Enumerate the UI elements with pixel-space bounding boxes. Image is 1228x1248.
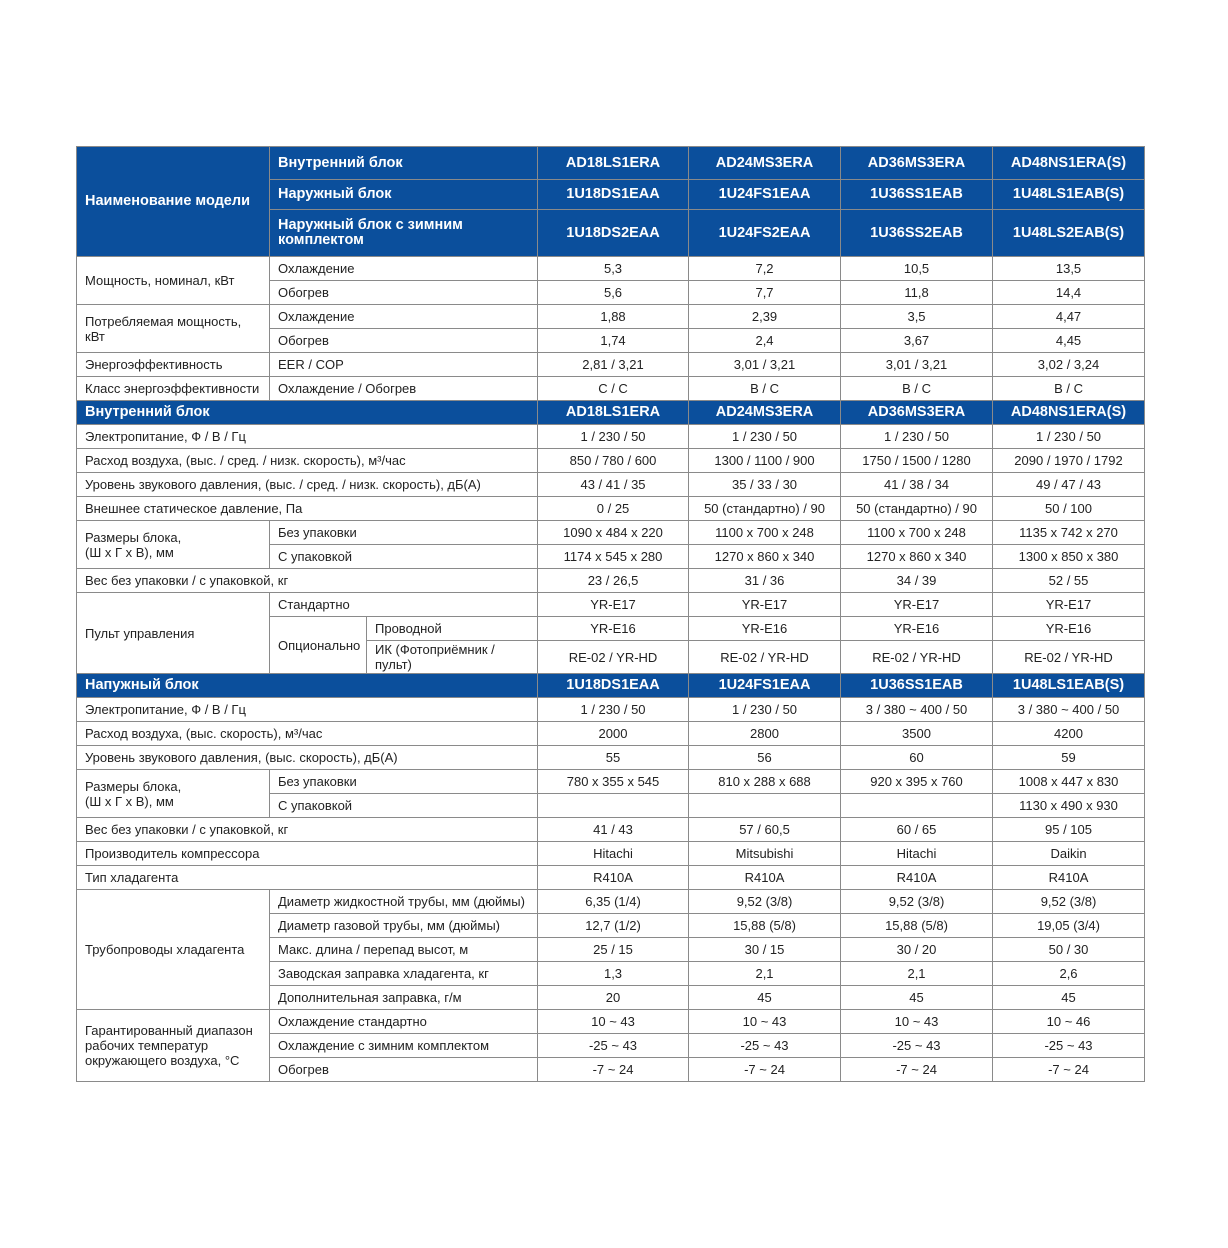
cell: 5,3 (538, 257, 689, 281)
table-row (77, 425, 1145, 449)
cell: 10 ~ 43 (689, 1010, 841, 1034)
cell: 1750 / 1500 / 1280 (841, 449, 993, 473)
outdoor-unit-header: Наружный блок (270, 180, 538, 210)
table-row (77, 257, 1145, 281)
cell: 41 / 38 / 34 (841, 473, 993, 497)
row-mode: Диаметр жидкостной трубы, мм (дюймы) (270, 890, 538, 914)
header-row-indoor (77, 147, 1145, 180)
cell: 1 / 230 / 50 (689, 698, 841, 722)
outdoor-winter-model: 1U48LS2EAB(S) (993, 210, 1145, 257)
cell (538, 794, 689, 818)
row-mode: Без упаковки (270, 521, 538, 545)
cell: Mitsubishi (689, 842, 841, 866)
cell: B / C (689, 377, 841, 401)
cell: 19,05 (3/4) (993, 914, 1145, 938)
cell: 2,4 (689, 329, 841, 353)
cell: 1 / 230 / 50 (689, 425, 841, 449)
section-model: 1U18DS1EAA (538, 674, 689, 698)
cell: 1 / 230 / 50 (538, 698, 689, 722)
cell: 25 / 15 (538, 938, 689, 962)
cell: 60 (841, 746, 993, 770)
row-label: Вес без упаковки / с упаковкой, кг (77, 569, 538, 593)
cell: 2,1 (841, 962, 993, 986)
cell: 1100 x 700 x 248 (841, 521, 993, 545)
cell: RE-02 / YR-HD (993, 641, 1145, 674)
cell: -25 ~ 43 (538, 1034, 689, 1058)
cell: 50 / 30 (993, 938, 1145, 962)
row-label: Класс энергоэффективности (77, 377, 270, 401)
cell: YR-E17 (538, 593, 689, 617)
indoor-model: AD48NS1ERA(S) (993, 147, 1145, 180)
indoor-unit-header: Внутренний блок (270, 147, 538, 180)
cell: 7,7 (689, 281, 841, 305)
cell: 56 (689, 746, 841, 770)
cell: 1008 x 447 x 830 (993, 770, 1145, 794)
outdoor-model: 1U48LS1EAB(S) (993, 180, 1145, 210)
cell: 780 x 355 x 545 (538, 770, 689, 794)
cell: 1 / 230 / 50 (841, 425, 993, 449)
row-submode: ИК (Фотоприёмник / пульт) (367, 641, 538, 674)
row-label: Вес без упаковки / с упаковкой, кг (77, 818, 538, 842)
row-label-line: (Ш х Г х В), мм (85, 793, 174, 809)
cell: 1130 x 490 x 930 (993, 794, 1145, 818)
cell: -7 ~ 24 (538, 1058, 689, 1082)
cell: B / C (841, 377, 993, 401)
row-mode: Охлаждение стандартно (270, 1010, 538, 1034)
cell: 45 (841, 986, 993, 1010)
cell: 10 ~ 43 (841, 1010, 993, 1034)
section-model: 1U24FS1EAA (689, 674, 841, 698)
cell: R410A (689, 866, 841, 890)
section-title: Напужный блок (77, 674, 538, 698)
cell: 10 ~ 46 (993, 1010, 1145, 1034)
cell: 2000 (538, 722, 689, 746)
table-row (77, 1010, 1145, 1034)
row-submode: Проводной (367, 617, 538, 641)
cell: 2,1 (689, 962, 841, 986)
cell: 9,52 (3/8) (841, 890, 993, 914)
table-row (77, 818, 1145, 842)
outdoor-winter-model: 1U24FS2EAA (689, 210, 841, 257)
cell: 49 / 47 / 43 (993, 473, 1145, 497)
cell: 4200 (993, 722, 1145, 746)
cell: 9,52 (3/8) (993, 890, 1145, 914)
row-mode: Охлаждение с зимним комплектом (270, 1034, 538, 1058)
cell: YR-E17 (689, 593, 841, 617)
row-label: Уровень звукового давления, (выс. / сред. / низк. скорость), дБ(А) (77, 473, 538, 497)
cell: R410A (993, 866, 1145, 890)
row-label: Трубопроводы хладагента (77, 890, 270, 1010)
row-label: Мощность, номинал, кВт (77, 257, 270, 305)
row-mode: Охлаждение (270, 305, 538, 329)
cell: 6,35 (1/4) (538, 890, 689, 914)
cell: 10,5 (841, 257, 993, 281)
row-mode: Обогрев (270, 329, 538, 353)
row-label: Тип хладагента (77, 866, 538, 890)
row-mode: Обогрев (270, 1058, 538, 1082)
section-header-indoor (77, 401, 1145, 425)
cell: 3500 (841, 722, 993, 746)
cell: 1270 x 860 x 340 (841, 545, 993, 569)
cell: 45 (689, 986, 841, 1010)
table-row (77, 569, 1145, 593)
section-header-outdoor (77, 674, 1145, 698)
section-model: AD48NS1ERA(S) (993, 401, 1145, 425)
cell: 41 / 43 (538, 818, 689, 842)
table-row (77, 866, 1145, 890)
cell: 31 / 36 (689, 569, 841, 593)
cell: 2090 / 1970 / 1792 (993, 449, 1145, 473)
outdoor-model: 1U36SS1EAB (841, 180, 993, 210)
table-row (77, 593, 1145, 617)
outdoor-winter-model: 1U18DS2EAA (538, 210, 689, 257)
outdoor-winter-header: Наружный блок с зимним комплектом (270, 210, 538, 257)
cell: 1100 x 700 x 248 (689, 521, 841, 545)
cell: 57 / 60,5 (689, 818, 841, 842)
cell: 50 / 100 (993, 497, 1145, 521)
indoor-model: AD36MS3ERA (841, 147, 993, 180)
row-mode: Диаметр газовой трубы, мм (дюймы) (270, 914, 538, 938)
cell: 50 (стандартно) / 90 (689, 497, 841, 521)
row-mode: С упаковкой (270, 545, 538, 569)
cell: YR-E16 (841, 617, 993, 641)
row-mode: Дополнительная заправка, г/м (270, 986, 538, 1010)
row-mode: Опционально (270, 617, 367, 674)
cell: 52 / 55 (993, 569, 1145, 593)
cell: 1,74 (538, 329, 689, 353)
cell: 13,5 (993, 257, 1145, 281)
section-model: 1U36SS1EAB (841, 674, 993, 698)
cell: -25 ~ 43 (841, 1034, 993, 1058)
cell: 3,5 (841, 305, 993, 329)
cell: 3,01 / 3,21 (689, 353, 841, 377)
outdoor-model: 1U24FS1EAA (689, 180, 841, 210)
row-mode: Охлаждение / Обогрев (270, 377, 538, 401)
cell: 59 (993, 746, 1145, 770)
table-row (77, 770, 1145, 794)
row-mode: Стандартно (270, 593, 538, 617)
table-row (77, 890, 1145, 914)
table-row (77, 698, 1145, 722)
model-name-header: Наименование модели (77, 147, 270, 257)
cell: 1300 / 1100 / 900 (689, 449, 841, 473)
cell: -7 ~ 24 (993, 1058, 1145, 1082)
row-mode: Без упаковки (270, 770, 538, 794)
cell: 3 / 380 ~ 400 / 50 (993, 698, 1145, 722)
row-label: Энергоэффективность (77, 353, 270, 377)
cell: 12,7 (1/2) (538, 914, 689, 938)
row-label (77, 770, 270, 818)
cell: RE-02 / YR-HD (841, 641, 993, 674)
row-mode: С упаковкой (270, 794, 538, 818)
row-mode: Охлаждение (270, 257, 538, 281)
cell: 1270 x 860 x 340 (689, 545, 841, 569)
section-title: Внутренний блок (77, 401, 538, 425)
cell: 1 / 230 / 50 (993, 425, 1145, 449)
table-row (77, 722, 1145, 746)
row-label: Уровень звукового давления, (выс. скорость), дБ(А) (77, 746, 538, 770)
cell: 0 / 25 (538, 497, 689, 521)
table-row (77, 305, 1145, 329)
cell: 95 / 105 (993, 818, 1145, 842)
cell: 10 ~ 43 (538, 1010, 689, 1034)
cell: 7,2 (689, 257, 841, 281)
cell: 2,6 (993, 962, 1145, 986)
cell: 850 / 780 / 600 (538, 449, 689, 473)
cell: 35 / 33 / 30 (689, 473, 841, 497)
row-label: Расход воздуха, (выс. / сред. / низк. скорость), м³/час (77, 449, 538, 473)
indoor-model: AD24MS3ERA (689, 147, 841, 180)
table-row (77, 377, 1145, 401)
cell: R410A (841, 866, 993, 890)
cell: 4,45 (993, 329, 1145, 353)
cell: 5,6 (538, 281, 689, 305)
table-row (77, 497, 1145, 521)
cell: R410A (538, 866, 689, 890)
indoor-model: AD18LS1ERA (538, 147, 689, 180)
cell: 1135 x 742 x 270 (993, 521, 1145, 545)
section-model: AD18LS1ERA (538, 401, 689, 425)
row-label-line: Размеры блока, (85, 529, 182, 545)
cell: 50 (стандартно) / 90 (841, 497, 993, 521)
cell: Hitachi (538, 842, 689, 866)
row-label-line: Размеры блока, (85, 778, 182, 794)
row-mode: Обогрев (270, 281, 538, 305)
row-label: Потребляемая мощность, кВт (77, 305, 270, 353)
cell: -7 ~ 24 (841, 1058, 993, 1082)
cell: 1300 x 850 x 380 (993, 545, 1145, 569)
cell: 1,3 (538, 962, 689, 986)
row-mode: Макс. длина / перепад высот, м (270, 938, 538, 962)
section-model: 1U48LS1EAB(S) (993, 674, 1145, 698)
cell: 1,88 (538, 305, 689, 329)
cell: 60 / 65 (841, 818, 993, 842)
cell: YR-E17 (841, 593, 993, 617)
cell: 23 / 26,5 (538, 569, 689, 593)
cell: 2,81 / 3,21 (538, 353, 689, 377)
row-label: Пульт управления (77, 593, 270, 674)
cell (689, 794, 841, 818)
table-row (77, 353, 1145, 377)
cell: Daikin (993, 842, 1145, 866)
cell: 2800 (689, 722, 841, 746)
cell: 20 (538, 986, 689, 1010)
cell: 34 / 39 (841, 569, 993, 593)
cell: 45 (993, 986, 1145, 1010)
cell: 3,67 (841, 329, 993, 353)
cell: YR-E17 (993, 593, 1145, 617)
table-row (77, 521, 1145, 545)
row-label: Расход воздуха, (выс. скорость), м³/час (77, 722, 538, 746)
cell: B / C (993, 377, 1145, 401)
cell: 1090 x 484 x 220 (538, 521, 689, 545)
cell: 30 / 15 (689, 938, 841, 962)
cell: C / C (538, 377, 689, 401)
cell: YR-E16 (538, 617, 689, 641)
cell: 920 x 395 x 760 (841, 770, 993, 794)
cell: 30 / 20 (841, 938, 993, 962)
cell: 15,88 (5/8) (841, 914, 993, 938)
cell: 2,39 (689, 305, 841, 329)
cell: RE-02 / YR-HD (689, 641, 841, 674)
row-label (77, 521, 270, 569)
table-row (77, 449, 1145, 473)
cell: -25 ~ 43 (689, 1034, 841, 1058)
outdoor-model: 1U18DS1EAA (538, 180, 689, 210)
cell: YR-E16 (689, 617, 841, 641)
cell: YR-E16 (993, 617, 1145, 641)
cell: 14,4 (993, 281, 1145, 305)
section-model: AD24MS3ERA (689, 401, 841, 425)
cell: 1174 x 545 x 280 (538, 545, 689, 569)
row-label: Внешнее статическое давление, Па (77, 497, 538, 521)
cell (841, 794, 993, 818)
row-mode: Заводская заправка хладагента, кг (270, 962, 538, 986)
section-model: AD36MS3ERA (841, 401, 993, 425)
cell: 4,47 (993, 305, 1145, 329)
row-mode: EER / COP (270, 353, 538, 377)
cell: 3,01 / 3,21 (841, 353, 993, 377)
cell: -25 ~ 43 (993, 1034, 1145, 1058)
row-label: Электропитание, Ф / В / Гц (77, 425, 538, 449)
cell: 1 / 230 / 50 (538, 425, 689, 449)
cell: -7 ~ 24 (689, 1058, 841, 1082)
cell: Hitachi (841, 842, 993, 866)
table-row (77, 473, 1145, 497)
row-label: Производитель компрессора (77, 842, 538, 866)
row-label-line: (Ш х Г х В), мм (85, 544, 174, 560)
cell: 43 / 41 / 35 (538, 473, 689, 497)
table-row (77, 746, 1145, 770)
cell: 3,02 / 3,24 (993, 353, 1145, 377)
cell: RE-02 / YR-HD (538, 641, 689, 674)
cell: 55 (538, 746, 689, 770)
table-row (77, 842, 1145, 866)
cell: 11,8 (841, 281, 993, 305)
spec-table (76, 146, 1145, 1082)
cell: 3 / 380 ~ 400 / 50 (841, 698, 993, 722)
cell: 9,52 (3/8) (689, 890, 841, 914)
row-label: Гарантированный диапазон рабочих температур окружающего воздуха, °C (77, 1010, 270, 1082)
cell: 810 x 288 x 688 (689, 770, 841, 794)
row-label: Электропитание, Ф / В / Гц (77, 698, 538, 722)
cell: 15,88 (5/8) (689, 914, 841, 938)
outdoor-winter-model: 1U36SS2EAB (841, 210, 993, 257)
